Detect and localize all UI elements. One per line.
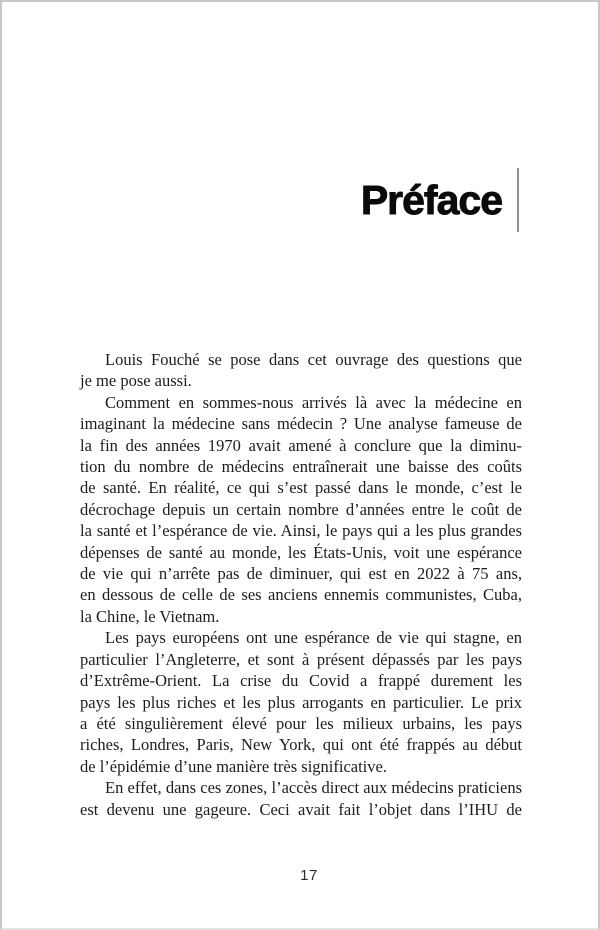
- text-line: de vie qui n’arrête pas de diminuer, qui est en 2022 à 75 ans,: [80, 564, 522, 584]
- text-line: En effet, dans ces zones, l’accès direct aux médecins praticiens: [105, 778, 522, 798]
- text-line: décrochage depuis un certain nombre d’années entre le coût de: [80, 499, 522, 519]
- text-line: je me pose aussi.: [80, 371, 192, 391]
- paragraph: [80, 392, 522, 627]
- title-rule: [517, 168, 519, 232]
- text-line: riches, Londres, Paris, New York, qui ont été frappés au début: [80, 735, 522, 755]
- text-line: particulier l’Angleterre, et sont à présent dépassés par les pays: [80, 649, 522, 669]
- paragraph: [80, 777, 522, 820]
- text-line: Louis Fouché se pose dans cet ouvrage des questions que: [105, 350, 522, 369]
- page-title: Préface: [360, 177, 502, 223]
- page-number: 17: [300, 867, 318, 884]
- text-line: imaginant la médecine sans médecin ? Une analyse fameuse de: [80, 414, 522, 434]
- text-line: Les pays européens ont une espérance de vie qui stagne, en: [105, 628, 522, 648]
- paragraph: [80, 627, 522, 777]
- text-line: la fin des années 1970 avait amené à conclure que la diminu-: [80, 435, 522, 455]
- text-line: tion du nombre de médecins entraînerait une baisse des coûts: [80, 457, 522, 477]
- text-line: en dessous de celle de ses anciens ennemis communistes, Cuba,: [80, 585, 522, 605]
- chapter-header: [361, 168, 519, 232]
- text-line: est devenu une gageure. Ceci avait fait l’objet dans l’IHU de: [80, 799, 522, 819]
- text-line: la santé et l’espérance de vie. Ainsi, le pays qui a les plus grandes: [80, 521, 522, 541]
- text-line: de santé. En réalité, ce qui s’est passé dans le monde, c’est le: [80, 478, 522, 498]
- paragraph: [80, 349, 522, 392]
- text-line: a été singulièrement élevé pour les milieux urbains, les pays: [80, 713, 522, 733]
- text-line: d’Extrême-Orient. La crise du Covid a frappé durement les: [80, 671, 522, 691]
- text-line: la Chine, le Vietnam.: [80, 606, 220, 626]
- text-line: Comment en sommes-nous arrivés là avec la médecine en: [105, 392, 522, 412]
- body-text: [80, 349, 522, 820]
- text-line: pays les plus riches et les plus arrogants en particulier. Le prix: [80, 692, 522, 712]
- text-line: de l’épidémie d’une manière très significative.: [80, 756, 387, 776]
- text-line: dépenses de santé au monde, les États-Unis, voit une espérance: [80, 542, 522, 562]
